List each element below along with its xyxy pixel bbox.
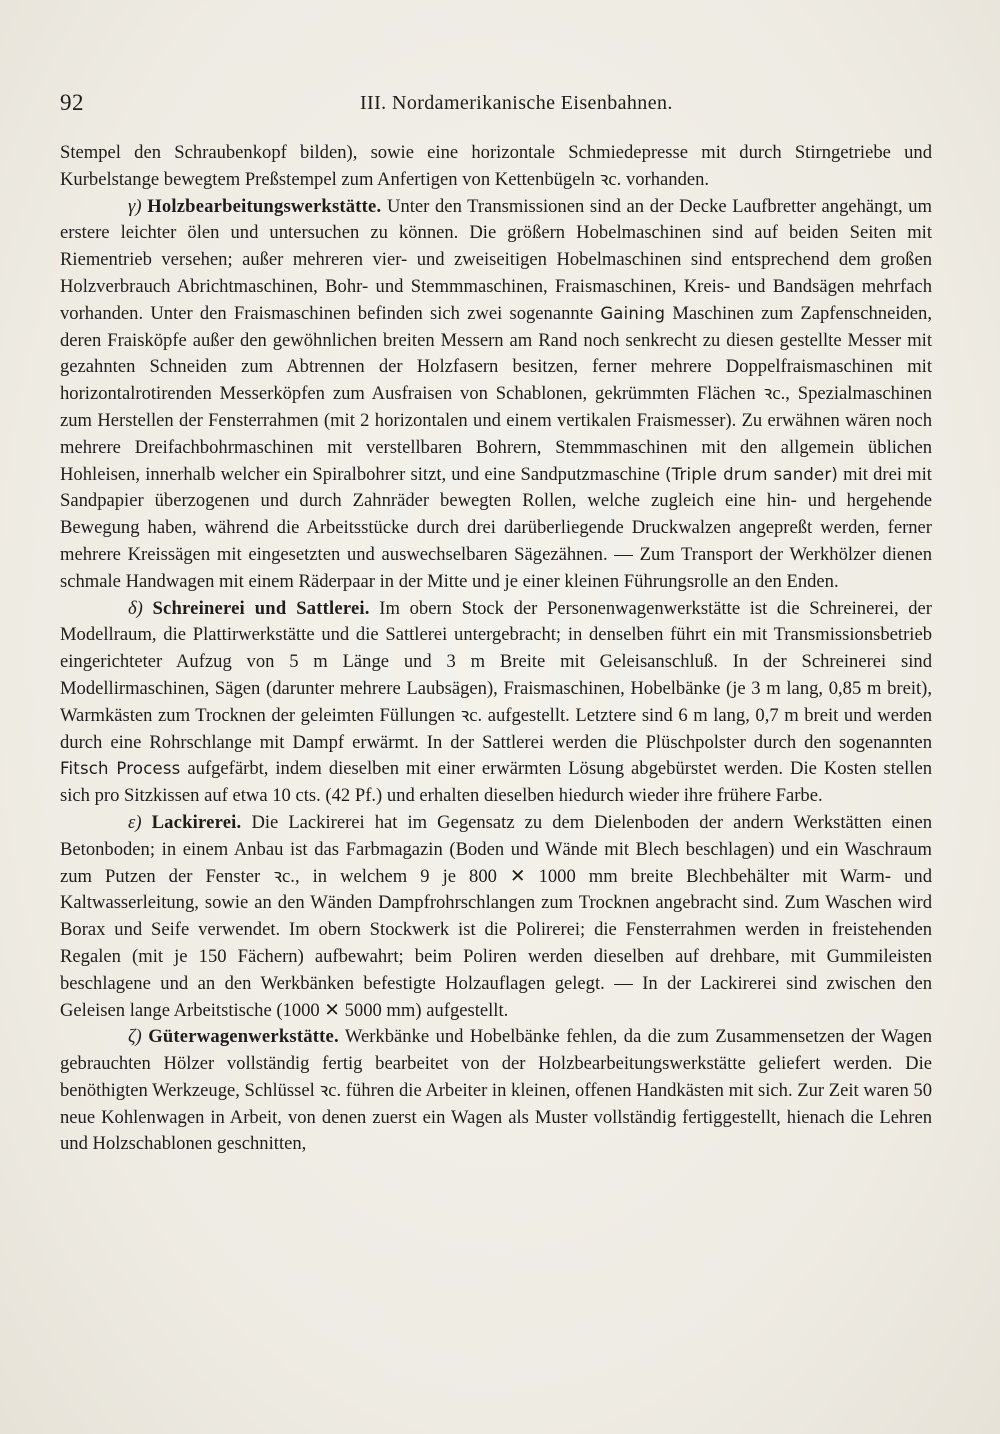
- paragraph-gueterwagen: [60, 1024, 932, 1158]
- section-title: Schreinerei und Sattlerei.: [152, 597, 370, 619]
- paragraph-text: Werkbänke und Hobelbänke fehlen, da die zum Zusammensetzen der Wagen gebrauchten Hölzer vollständig fertig bearbeitet von der Holzbearbeitungswerkstätte geliefert werden. Die benöthigten Werkzeuge, Schlüssel ꝛc. führen die Arbeiter in kleinen, offenen Handkästen mit sich. Zur Zeit waren 50 neue Kohlenwagen in Arbeit, von denen zuerst ein Wagen als Muster vollständig fertiggestellt, hienach die Lehren und Holzschablonen geschnitten,: [60, 1026, 933, 1155]
- section-marker: δ): [128, 597, 143, 619]
- paragraph-holzbearbeitung: [60, 194, 932, 596]
- section-title: Lackirerei.: [151, 811, 242, 833]
- paragraph-lackirerei: [60, 810, 932, 1024]
- page-number: 92: [60, 90, 84, 115]
- latin-term: Fitsch Process: [60, 759, 181, 779]
- running-title: III. Nordamerikanische Eisenbahnen.: [360, 92, 673, 114]
- paragraph-text: mit drei mit Sandpapier überzogenen und durch Zahnräder bewegten Rollen, welche zugleich eine hin- und hergehende Bewegung haben, während die Arbeitsstücke durch drei darüberliegende Druckwalzen angepreßt werden, ferner mehrere Kreissägen mit eingesetzten und auswechselbaren Sägezähnen. — Zum Transport der Werkhölzer dienen schmale Handwagen mit einem Räderpaar in der Mitte und je einer kleinen Führungsrolle an den Enden.: [60, 463, 932, 592]
- paragraph-text: Im obern Stock der Personenwagenwerkstätte ist die Schreinerei, der Modellraum, die Plattirwerkstätte und die Sattlerei untergebracht; in denselben führt ein mit Transmissionsbetrieb eingerichteter Aufzug von 5 m Länge und 3 m Breite mit Geleisanschluß. In der Schreinerei sind Modellirmaschinen, Sägen (darunter mehrere Laubsägen), Fraismaschinen, Hobelbänke (je 3 m lang, 0,85 m breit), Warmkästen zum Trocknen der geleimten Füllungen ꝛc. aufgestellt. Letztere sind 6 m lang, 0,7 m breit und werden durch eine Rohrschlange mit Dampf erwärmt. In der Sattlerei werden die Plüschpolster durch den sogenannten: [60, 597, 932, 753]
- paragraph-schreinerei: [60, 596, 932, 810]
- section-marker: ε): [128, 811, 142, 833]
- section-marker: ζ): [128, 1026, 142, 1048]
- section-title: Güterwagenwerkstätte.: [148, 1026, 339, 1048]
- paragraph-text: Die Lackirerei hat im Gegensatz zu dem Dielenboden der andern Werkstätten einen Betonboden; in einem Anbau ist das Farbmagazin (Boden und Wände mit Blech beschlagen) und ein Waschraum zum Putzen der Fenster ꝛc., in welchem 9 je 800 ✕ 1000 mm breite Blechbehälter mit Warm- und Kaltwasserleitung, sowie an den Wänden Dampfrohrschlangen zum Trocknen angebracht sind. Zum Waschen wird Borax und Seife verwendet. Im obern Stockwerk ist die Polirerei; die Fensterrahmen werden in freistehenden Regalen (mit je 150 Fächern) aufbewahrt; beim Poliren werden dieselben auf drehbare, mit Gummileisten beschlagene und an den Werkbänken befestigte Holzauflagen gelegt. — In der Lackirerei sind zwischen den Geleisen lange Arbeitstische (1000 ✕ 5000 mm) aufgestellt.: [60, 811, 932, 1021]
- latin-term: (Triple drum sander): [665, 464, 839, 484]
- paragraph-continuation: [60, 140, 932, 194]
- body-text: [60, 140, 932, 1158]
- paragraph-text: Maschinen zum Zapfenschneiden, deren Fraisköpfe außer den gewöhnlichen breiten Messern am Rand noch senkrecht zu diesen gestellte Messer mit gezahnten Schneiden zum Abtrennen der Holzfasern besitzen, ferner mehrere Doppelfraismaschinen mit horizontalrotirenden Messerköpfen zum Ausfraisen von Schablonen, gekrümmten Flächen ꝛc., Spezialmaschinen zum Herstellen der Fensterrahmen (mit 2 horizontalen und einem vertikalen Fraismesser). Zu erwähnen wären noch mehrere Dreifachbohrmaschinen mit verstellbaren Bohrern, Stemmmaschinen mit den allgemein üblichen Hohleisen, innerhalb welcher ein Spiralbohrer sitzt, und eine Sandputzmaschine: [60, 302, 933, 485]
- paragraph-text: Unter den Transmissionen sind an der Decke Laufbretter angehängt, um erstere leichter ölen und untersuchen zu können. Die größern Hobelmaschinen sind auf beiden Seiten mit Riementrieb versehen; außer mehreren vier- und zweiseitigen Hobelmaschinen sind entsprechend dem großen Holzverbrauch Abrichtmaschinen, Bohr- und Stemmmaschinen, Fraismaschinen, Kreis- und Bandsägen mehrfach vorhanden. Unter den Fraismaschinen befinden sich zwei sogenannte: [60, 195, 932, 324]
- paragraph-text: Stempel den Schraubenkopf bilden), sowie eine horizontale Schmiedepresse mit durch Stirngetriebe und Kurbelstange bewegtem Preßstempel zum Anfertigen von Kettenbügeln ꝛc. vorhanden.: [60, 142, 932, 190]
- paragraph-text: aufgefärbt, indem dieselben mit einer erwärmten Lösung abgebürstet werden. Die Kosten stellen sich pro Sitzkissen auf etwa 10 cts. (42 Pf.) und erhalten dieselben hiedurch wieder ihre frühere Farbe.: [60, 758, 933, 807]
- page-header: [60, 90, 930, 120]
- section-marker: γ): [128, 195, 142, 217]
- section-title: Holzbearbeitungswerkstätte.: [147, 195, 382, 217]
- latin-term: Gaining: [600, 303, 666, 323]
